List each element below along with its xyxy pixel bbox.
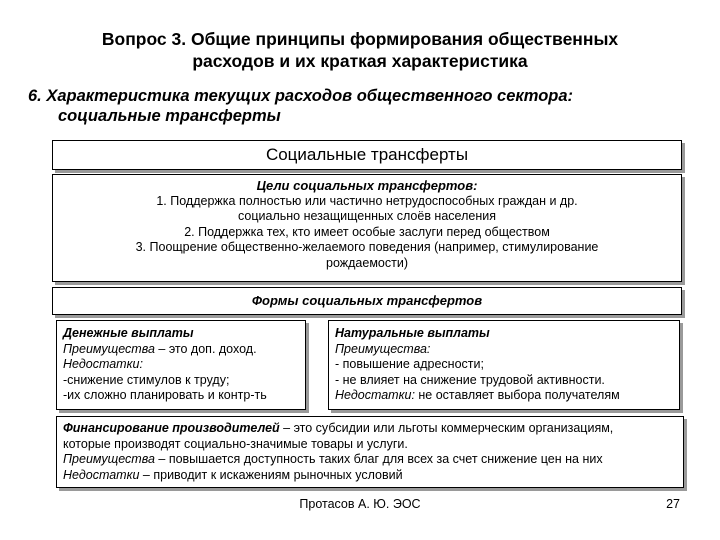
financing-advantages [63,452,677,468]
financing-disadvantages [63,468,677,484]
financing-adv-text: – повышается доступность таких благ для всех за счет снижение цен на них [154,452,603,466]
forms-box [52,287,682,315]
financing-disadv-label: Недостатки [63,467,140,482]
financing-adv-label: Преимущества [63,452,155,466]
cash-adv-label: Преимущества [63,341,155,356]
cash-disadv-label: Недостатки: [63,357,143,371]
social-transfers-box [52,140,682,170]
cash-advantages [63,342,299,358]
natural-disadvantages [335,388,673,404]
cash-adv-text: – это доп. доход. [154,341,257,356]
financing-line-1 [63,421,677,437]
producer-financing-box [56,416,684,488]
subtitle-line-2: социальные трансферты [58,107,281,125]
cash-heading: Денежные выплаты [63,326,194,340]
goals-line-1: 1. Поддержка полностью или частично нетрудоспособных граждан и др. [156,193,578,208]
natural-payments-box [328,320,680,410]
cash-disadv-2: -их сложно планировать и контр-ть [63,388,267,402]
financing-disadv-text: – приводит к искажениям рыночных условий [139,467,403,482]
page-number: 27 [666,497,680,511]
cash-payments-box [56,320,306,410]
subtitle-line-1: 6. Характеристика текущих расходов общественного сектора: [28,87,574,105]
slide-subtitle [28,86,708,126]
goals-line-5: рождаемости) [326,255,408,270]
natural-heading: Натуральные выплаты [335,326,490,340]
goals-line-2: социально незащищенных слоёв населения [238,209,496,223]
slide-title-line-1: Вопрос 3. Общие принципы формирования общественных [101,29,619,49]
goals-line-4: 3. Поощрение общественно-желаемого поведения (например, стимулирование [135,240,599,254]
slide-title-line-2: расходов и их краткая характеристика [192,51,528,71]
goals-heading: Цели социальных трансфертов: [256,178,478,193]
natural-adv-1: - повышение адресности; [335,357,484,371]
forms-heading: Формы социальных трансфертов [251,293,483,308]
financing-line-2: которые производят социально-значимые товары и услуги. [63,436,408,451]
goals-line-3: 2. Поддержка тех, кто имеет особые заслуги перед обществом [184,224,550,239]
natural-disadv-label: Недостатки: [335,388,415,402]
natural-disadv-text: не оставляет выбора получателям [414,388,620,402]
financing-heading-rest: – это субсидии или льготы коммерческим организациям, [279,421,614,435]
natural-adv-label: Преимущества: [335,341,431,356]
slide-title [40,28,680,72]
financing-heading: Финансирование производителей [63,421,280,435]
cash-disadv-1: -снижение стимулов к труду; [63,372,230,387]
footer-author: Протасов А. Ю. ЭОС [299,497,421,511]
goals-box [52,174,682,282]
natural-adv-2: - не влияет на снижение трудовой активности. [335,372,605,387]
social-transfers-label: Социальные трансферты [265,145,469,164]
